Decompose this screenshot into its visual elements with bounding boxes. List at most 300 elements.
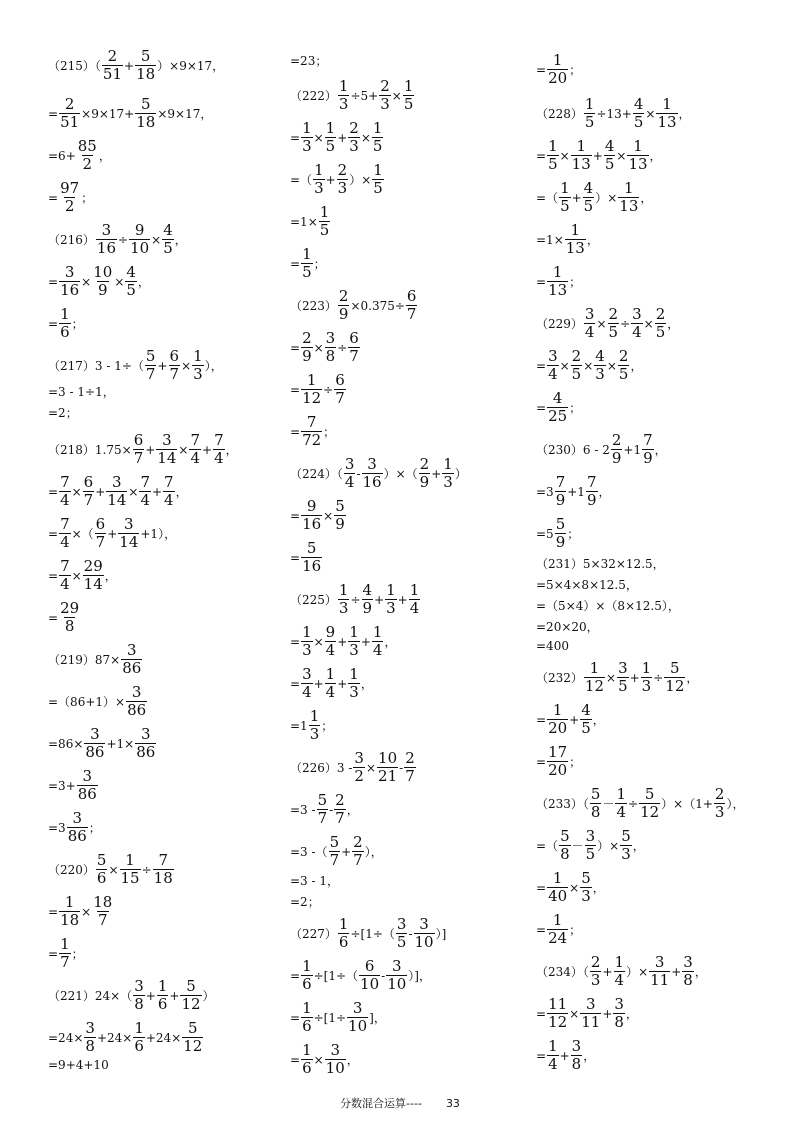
math-text: = — [290, 508, 301, 523]
math-line — [290, 498, 347, 533]
math-text: ÷ — [323, 382, 334, 397]
denominator: 2 — [82, 155, 93, 173]
numerator: 7 — [555, 473, 566, 491]
denominator: 4 — [302, 683, 312, 701]
math-text: （225） — [290, 593, 337, 607]
denominator: 18 — [136, 113, 156, 131]
numerator: 3 — [683, 953, 693, 971]
denominator: 16 — [302, 515, 322, 533]
numerator: 5 — [621, 827, 631, 845]
math-text: = — [48, 568, 59, 583]
math-line — [48, 138, 111, 173]
fraction — [347, 1000, 368, 1035]
numerator: 5 — [96, 851, 107, 869]
math-line — [290, 456, 467, 491]
fraction — [359, 958, 380, 993]
math-text: ； — [313, 257, 326, 271]
numerator: 1 — [560, 179, 570, 197]
math-text: = — [290, 130, 301, 145]
denominator: 7 — [97, 911, 108, 929]
fraction — [77, 138, 98, 173]
numerator: 2 — [64, 95, 75, 113]
numerator: 18 — [93, 893, 113, 911]
fraction — [102, 48, 123, 83]
fraction — [682, 954, 694, 989]
numerator: 1 — [338, 581, 349, 599]
fraction — [301, 624, 313, 659]
math-text: =3 - — [290, 802, 316, 817]
fraction — [586, 474, 598, 509]
numerator: 3 — [585, 827, 596, 845]
math-text: ， — [640, 191, 653, 205]
math-text: + — [313, 676, 324, 691]
math-text: ， — [360, 677, 373, 691]
math-text: = — [48, 610, 59, 625]
math-text: =3 - 1， — [290, 874, 340, 888]
numerator: 3 — [330, 1041, 340, 1059]
numerator: 1 — [443, 455, 453, 473]
math-line — [48, 684, 148, 719]
math-line — [536, 996, 638, 1031]
math-line — [290, 834, 383, 869]
math-line — [48, 180, 93, 215]
denominator: 4 — [190, 449, 200, 467]
numerator: 9 — [134, 221, 145, 239]
math-text: × — [151, 232, 162, 247]
math-text: + — [169, 988, 180, 1003]
numerator: 1 — [302, 623, 312, 641]
math-text: ）×（1+ — [661, 797, 713, 811]
numerator: 1 — [338, 77, 349, 95]
math-line — [536, 390, 581, 425]
denominator: 9 — [643, 449, 653, 467]
denominator: 8 — [64, 617, 75, 635]
math-text: = — [536, 62, 547, 77]
denominator: 7 — [329, 851, 340, 869]
denominator: 86 — [122, 659, 142, 677]
math-line — [536, 786, 744, 821]
numerator: 1 — [302, 119, 312, 137]
math-text: × — [606, 670, 617, 685]
math-text: + — [145, 988, 156, 1003]
fraction — [614, 954, 626, 989]
numerator: 2 — [107, 47, 118, 65]
math-text: = — [536, 922, 547, 937]
numerator: 3 — [614, 995, 624, 1013]
denominator: 25 — [548, 407, 568, 425]
denominator: 13 — [628, 155, 648, 173]
math-line — [536, 222, 599, 257]
numerator: 1 — [548, 1037, 558, 1055]
denominator: 14 — [83, 575, 103, 593]
math-text: + — [95, 484, 106, 499]
math-text: ×0.375÷ — [350, 298, 405, 313]
fraction — [319, 204, 331, 239]
denominator: 5 — [571, 365, 582, 383]
fraction — [309, 708, 321, 743]
fraction — [83, 558, 104, 593]
denominator: 3 — [641, 677, 652, 695]
numerator: 6 — [335, 371, 345, 389]
fraction — [334, 372, 346, 407]
math-text: +1 — [567, 484, 585, 499]
math-text: ， — [137, 275, 150, 289]
fraction — [59, 600, 80, 635]
numerator: 7 — [60, 473, 70, 491]
math-line — [536, 639, 569, 653]
denominator: 11 — [650, 971, 670, 989]
math-text: ） — [202, 989, 215, 1003]
fraction — [338, 916, 350, 951]
denominator: 5 — [163, 239, 173, 257]
denominator: 6 — [157, 995, 168, 1013]
denominator: 5 — [548, 155, 558, 173]
math-text: ）× — [597, 839, 620, 853]
math-text: - — [408, 926, 413, 941]
denominator: 3 — [309, 725, 320, 743]
math-text: = — [536, 274, 547, 289]
numerator: 7 — [306, 413, 317, 431]
denominator: 9 — [555, 491, 566, 509]
math-text: × — [569, 1006, 580, 1021]
fraction — [618, 348, 630, 383]
denominator: 12 — [181, 995, 201, 1013]
numerator: 5 — [186, 977, 196, 995]
math-line — [290, 78, 415, 113]
math-line — [48, 936, 84, 971]
denominator: 3 — [302, 641, 312, 659]
math-text: = — [48, 526, 59, 541]
denominator: 3 — [621, 845, 631, 863]
numerator: 11 — [548, 995, 568, 1013]
fraction — [547, 264, 568, 299]
fraction — [301, 498, 322, 533]
fraction — [59, 516, 71, 551]
math-text: ， — [686, 671, 699, 685]
numerator: 29 — [60, 599, 80, 617]
denominator: 8 — [683, 971, 693, 989]
math-line — [536, 474, 611, 509]
denominator: 4 — [140, 491, 150, 509]
denominator: 3 — [349, 683, 359, 701]
numerator: 2 — [353, 833, 363, 851]
fraction — [77, 768, 98, 803]
denominator: 10 — [360, 975, 380, 993]
denominator: 5 — [319, 221, 330, 239]
fraction — [655, 306, 667, 341]
fraction — [547, 348, 559, 383]
math-text: =（ — [536, 839, 559, 853]
denominator: 13 — [657, 113, 677, 131]
numerator: 5 — [317, 791, 328, 809]
fraction — [189, 432, 201, 467]
fraction — [584, 660, 605, 695]
fraction — [656, 96, 677, 131]
math-text: × — [81, 274, 92, 289]
math-text: － — [571, 839, 584, 853]
math-text: + — [602, 1006, 613, 1021]
denominator: 7 — [335, 809, 345, 827]
math-text: ， — [592, 881, 605, 895]
numerator: 5 — [581, 869, 591, 887]
denominator: 4 — [164, 491, 174, 509]
fraction — [139, 474, 151, 509]
math-text: ， — [654, 443, 667, 457]
math-line — [290, 540, 323, 575]
math-line — [536, 828, 645, 863]
math-text: = — [536, 1006, 547, 1021]
math-text: = — [48, 106, 59, 121]
denominator: 13 — [565, 239, 585, 257]
denominator: 3 — [349, 641, 359, 659]
numerator: 1 — [552, 263, 563, 281]
fraction — [714, 786, 726, 821]
math-line — [536, 348, 642, 383]
denominator: 86 — [77, 785, 97, 803]
math-line — [48, 852, 175, 887]
fraction — [641, 660, 653, 695]
math-text: × — [365, 760, 377, 775]
math-text: ； — [321, 719, 334, 733]
denominator: 7 — [60, 953, 70, 971]
math-text: = — [536, 1048, 547, 1063]
math-text: ， — [598, 485, 611, 499]
fraction — [92, 894, 113, 929]
math-text: + — [360, 634, 371, 649]
fraction — [325, 120, 337, 155]
math-text: =（86+1）× — [48, 695, 126, 709]
denominator: 86 — [85, 743, 105, 761]
math-text: （229） — [536, 317, 583, 331]
math-line — [290, 872, 339, 889]
numerator: 1 — [409, 581, 420, 599]
numerator: 3 — [632, 305, 642, 323]
numerator: 5 — [329, 833, 340, 851]
fraction — [583, 180, 595, 215]
fraction — [555, 474, 567, 509]
denominator: 4 — [616, 803, 627, 821]
fraction — [594, 348, 606, 383]
math-text: ； — [569, 63, 582, 77]
math-text: ）× — [349, 173, 372, 187]
math-text: ； — [71, 947, 84, 961]
math-text: =3 — [48, 820, 66, 835]
math-text: ， — [625, 1007, 638, 1021]
math-text: ， — [649, 149, 662, 163]
math-line — [290, 330, 361, 365]
numerator: 3 — [344, 455, 355, 473]
math-text: + — [157, 358, 168, 373]
numerator: 7 — [158, 851, 168, 869]
math-text: ）×（ — [383, 467, 418, 481]
math-line — [48, 222, 187, 257]
denominator: 10 — [130, 239, 150, 257]
numerator: 1 — [64, 893, 75, 911]
fraction — [571, 1038, 583, 1073]
fraction — [584, 96, 596, 131]
numerator: 1 — [570, 221, 581, 239]
denominator: 6 — [60, 323, 70, 341]
numerator: 1 — [60, 305, 70, 323]
math-line — [290, 624, 396, 659]
numerator: 2 — [380, 77, 390, 95]
numerator: 5 — [644, 785, 655, 803]
math-text: + — [629, 670, 640, 685]
denominator: 13 — [548, 281, 568, 299]
numerator: 5 — [140, 47, 151, 65]
math-line — [290, 750, 417, 785]
math-text: + — [431, 466, 442, 481]
denominator: 13 — [571, 155, 591, 173]
numerator: 1 — [633, 137, 643, 155]
fraction — [604, 138, 616, 173]
numerator: 1 — [338, 915, 349, 933]
numerator: 4 — [581, 701, 591, 719]
denominator: 16 — [362, 473, 382, 491]
numerator: 7 — [60, 557, 70, 575]
numerator: 1 — [403, 77, 414, 95]
math-text: × — [616, 148, 627, 163]
fraction — [325, 330, 337, 365]
numerator: 3 — [396, 915, 407, 933]
denominator: 4 — [409, 599, 420, 617]
math-line — [48, 383, 115, 400]
math-text: = — [536, 400, 547, 415]
denominator: 5 — [373, 179, 383, 197]
denominator: 10 — [387, 975, 407, 993]
fraction — [96, 222, 117, 257]
numerator: 4 — [633, 95, 644, 113]
denominator: 7 — [317, 809, 328, 827]
denominator: 8 — [85, 1037, 95, 1055]
fraction — [84, 1020, 96, 1055]
denominator: 9 — [419, 473, 430, 491]
fraction — [84, 726, 105, 761]
math-text: =（ — [290, 173, 313, 187]
fraction — [118, 516, 139, 551]
math-line — [48, 768, 99, 803]
numerator: 2 — [590, 953, 601, 971]
fraction — [580, 702, 592, 737]
numerator: 6 — [133, 431, 144, 449]
fraction — [334, 498, 346, 533]
numerator: 2 — [571, 347, 582, 365]
math-line — [536, 597, 680, 614]
math-text: +1）， — [140, 527, 177, 541]
math-text: （224）（ — [290, 467, 343, 481]
numerator: 2 — [618, 347, 629, 365]
fraction — [618, 180, 639, 215]
math-text: ×（ — [71, 527, 94, 541]
math-text: =23； — [290, 54, 328, 68]
math-text: + — [337, 676, 348, 691]
math-text: （230）6 - 2 — [536, 443, 610, 457]
math-line — [290, 916, 446, 951]
math-text: × — [569, 880, 580, 895]
math-text: = — [290, 256, 301, 271]
denominator: 5 — [608, 323, 619, 341]
denominator: 4 — [60, 491, 70, 509]
denominator: 4 — [60, 533, 70, 551]
denominator: 3 — [590, 971, 601, 989]
denominator: 16 — [60, 281, 80, 299]
fraction — [377, 750, 398, 785]
denominator: 72 — [302, 431, 322, 449]
numerator: 17 — [548, 743, 568, 761]
numerator: 2 — [337, 161, 348, 179]
numerator: 2 — [338, 287, 349, 305]
math-text: ）， — [364, 845, 383, 859]
math-text: = — [48, 946, 59, 961]
denominator: 86 — [127, 701, 147, 719]
math-text: =5 — [536, 526, 554, 541]
denominator: 9 — [335, 515, 345, 533]
fraction — [325, 666, 337, 701]
math-text: + — [337, 130, 348, 145]
denominator: 7 — [406, 305, 417, 323]
math-text: = — [290, 634, 301, 649]
math-text: ， — [175, 485, 188, 499]
fraction — [348, 120, 360, 155]
numerator: 1 — [641, 659, 652, 677]
math-text: =400 — [536, 639, 569, 653]
denominator: 3 — [338, 95, 349, 113]
math-text: = — [290, 676, 301, 691]
math-text: + — [325, 172, 336, 187]
fraction — [135, 96, 156, 131]
math-line — [48, 264, 150, 299]
fraction — [379, 78, 391, 113]
math-text: （220） — [48, 863, 95, 877]
fraction — [353, 750, 365, 785]
math-line — [536, 516, 579, 551]
denominator: 18 — [136, 65, 156, 83]
fraction — [301, 1000, 313, 1035]
math-text: = — [290, 550, 301, 565]
denominator: 7 — [83, 491, 94, 509]
denominator: 8 — [134, 995, 144, 1013]
math-text: （218）1.75× — [48, 443, 132, 457]
denominator: 9 — [302, 347, 312, 365]
fraction — [590, 954, 602, 989]
denominator: 5 — [126, 281, 136, 299]
math-text: + — [397, 592, 408, 607]
math-text: = — [290, 1010, 301, 1025]
denominator: 4 — [325, 683, 336, 701]
fraction — [96, 852, 108, 887]
math-text: + — [337, 634, 348, 649]
numerator: 3 — [391, 957, 402, 975]
math-text: ， — [667, 317, 680, 331]
math-text: + — [569, 712, 580, 727]
math-text: +24× — [96, 1030, 133, 1045]
math-text: ； — [569, 923, 582, 937]
fraction — [348, 330, 360, 365]
denominator: 86 — [136, 743, 156, 761]
numerator: 4 — [583, 179, 594, 197]
fraction — [414, 916, 435, 951]
math-text: ）] — [435, 927, 447, 941]
fraction — [419, 456, 431, 491]
math-line — [48, 404, 78, 421]
denominator: 7 — [95, 533, 106, 551]
fraction — [133, 432, 145, 467]
fraction — [547, 996, 568, 1031]
math-text: = — [290, 424, 301, 439]
numerator: 10 — [93, 263, 113, 281]
numerator: 5 — [590, 785, 601, 803]
numerator: 1 — [576, 137, 586, 155]
